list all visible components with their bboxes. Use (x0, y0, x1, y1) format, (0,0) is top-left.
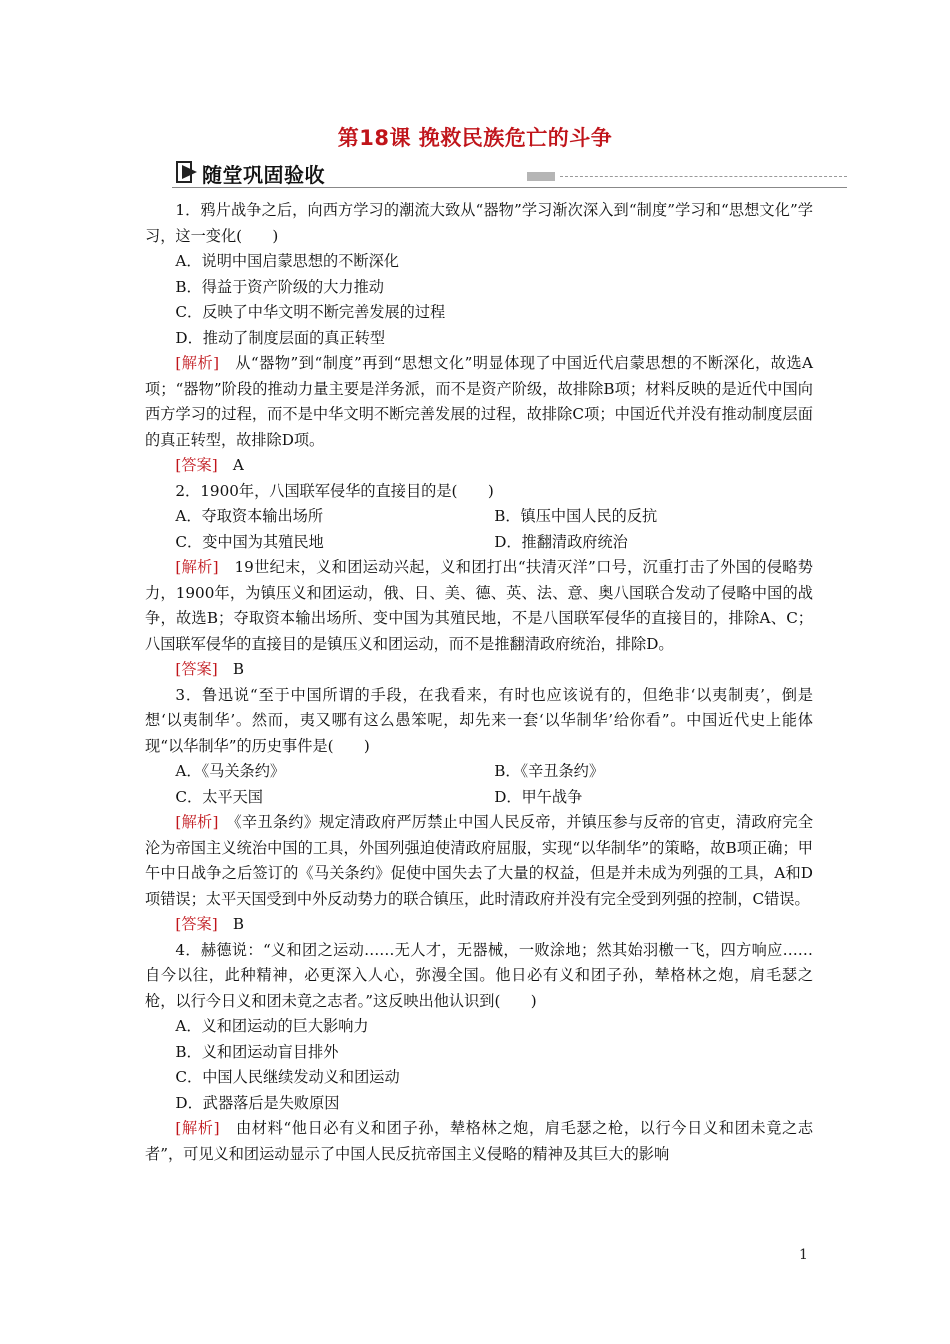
question-2-options-row-1 (145, 504, 813, 530)
question-4-option-a: A．义和团运动的巨大影响力 (175, 1017, 369, 1035)
question-4-option-d: D．武器落后是失败原因 (175, 1093, 340, 1112)
question-1-option-c: C．反映了中华文明不断完善发展的过程 (175, 303, 446, 321)
question-3-option-b: B．《辛丑条约》 (494, 762, 605, 780)
question-1-answer-value: A (232, 456, 244, 474)
document-body (145, 198, 813, 1167)
question-3-options-row-1 (145, 759, 813, 785)
question-2-answer-value: B (232, 660, 244, 678)
answer-tag: [答案] (175, 915, 218, 933)
section-header (172, 158, 847, 188)
question-2-option-b: B．镇压中国人民的反抗 (494, 507, 658, 525)
question-1-answer (145, 453, 813, 479)
question-2-option-d: D．推翻清政府统治 (494, 532, 628, 551)
page-title: 第18课 挽救民族危亡的斗争 (337, 126, 613, 150)
question-3-stem: 3．鲁迅说“至于中国所谓的手段，在我看来，有时也应该说有的，但绝非‘以夷制夷’，倒是想‘以夷制华’。然而，夷又哪有这么愚笨呢，却先来一套‘以华制华’给你看”。中国近代史上能体现“以华制华”的历史事件是( ) (145, 685, 813, 755)
question-1-option-d: D．推动了制度层面的真正转型 (175, 328, 386, 347)
analysis-tag: [解析] (175, 813, 219, 831)
analysis-tag: [解析] (175, 1119, 220, 1137)
play-arrow-icon (176, 161, 198, 183)
question-2-answer (145, 657, 813, 683)
question-3-option-c: C．太平天国 (175, 787, 263, 806)
question-2-option-c: C．变中国为其殖民地 (175, 532, 324, 551)
question-3-option-d: D．甲午战争 (494, 787, 583, 806)
question-3-options-row-2 (145, 785, 813, 811)
question-2-analysis (145, 555, 813, 657)
section-divider (560, 176, 847, 177)
page-number: 1 (799, 1247, 808, 1263)
question-1-analysis-text: 从“器物”到“制度”再到“思想文化”明显体现了中国近代启蒙思想的不断深化，故选A项；“器物”阶段的推动力量主要是洋务派，而不是资产阶级，故排除B项；材料反映的是近代中国向西方学习的过程，而不是中华文明不断完善发展的过程，故排除C项；中国近代并没有推动制度层面的真正转型，故排除D项。 (145, 354, 813, 449)
question-4-analysis-text: 由材料“他日必有义和团子孙，辇格林之炮，肩毛瑟之枪，以行今日义和团未竟之志者”，可见义和团运动显示了中国人民反抗帝国主义侵略的精神及其巨大的影响 (145, 1119, 814, 1163)
question-1-stem: 1．鸦片战争之后，向西方学习的潮流大致从“器物”学习渐次深入到“制度”学习和“思想文化”学习，这一变化( ) (145, 201, 813, 245)
question-1-analysis (145, 351, 813, 453)
question-4-option-c: C．中国人民继续发动义和团运动 (175, 1068, 400, 1086)
question-2-analysis-text: 19世纪末，义和团运动兴起，义和团打出“扶清灭洋”口号，沉重打击了外国的侵略势力，1900年，为镇压义和团运动，俄、日、美、德、英、法、意、奥八国联合发动了侵略中国的战争，故选B；夺取资本输出场所、变中国为其殖民地，不是八国联军侵华的直接目的，排除A、C；八国联军侵华的直接目的是镇压义和团运动，而不是推翻清政府统治，排除D。 (145, 558, 813, 653)
question-2-option-a: A．夺取资本输出场所 (175, 507, 324, 525)
question-3-answer (145, 912, 813, 938)
question-2-stem: 2．1900年，八国联军侵华的直接目的是( ) (175, 481, 494, 500)
question-1-option-a: A．说明中国启蒙思想的不断深化 (175, 252, 399, 270)
section-bar (527, 172, 555, 181)
question-4-analysis (145, 1116, 813, 1167)
answer-tag: [答案] (175, 456, 218, 474)
question-2-options-row-2 (145, 530, 813, 556)
section-underline (172, 187, 847, 188)
question-3-answer-value: B (232, 915, 244, 933)
question-1-option-b: B．得益于资产阶级的大力推动 (175, 277, 384, 296)
question-3-option-a: A．《马关条约》 (175, 762, 286, 780)
question-3-analysis (145, 810, 813, 912)
section-title: 随堂巩固验收 (202, 163, 325, 187)
analysis-tag: [解析] (175, 558, 219, 576)
analysis-tag: [解析] (175, 354, 220, 372)
question-4-stem: 4．赫德说：“义和团之运动……无人才，无器械，一败涂地；然其始羽檄一飞，四方响应……自今以往，此种精神，必更深入人心，弥漫全国。他日必有义和团子孙，辇格林之炮，肩毛瑟之枪，以行今日义和团未竟之志者。”这反映出他认识到( ) (145, 940, 813, 1010)
question-4-option-b: B．义和团运动盲目排外 (175, 1042, 339, 1061)
question-3-analysis-text: 《辛丑条约》规定清政府严厉禁止中国人民反帝，并镇压参与反帝的官吏，清政府完全沦为帝国主义统治中国的工具，外国列强迫使清政府屈服，实现“以华制华”的策略，故B项正确；甲午中日战争之后签订的《马关条约》促使中国失去了大量的权益，但是并未成为列强的工具，A和D项错误；太平天国受到中外反动势力的联合镇压，此时清政府并没有完全受到列强的控制，C错误。 (145, 813, 814, 908)
answer-tag: [答案] (175, 660, 218, 678)
